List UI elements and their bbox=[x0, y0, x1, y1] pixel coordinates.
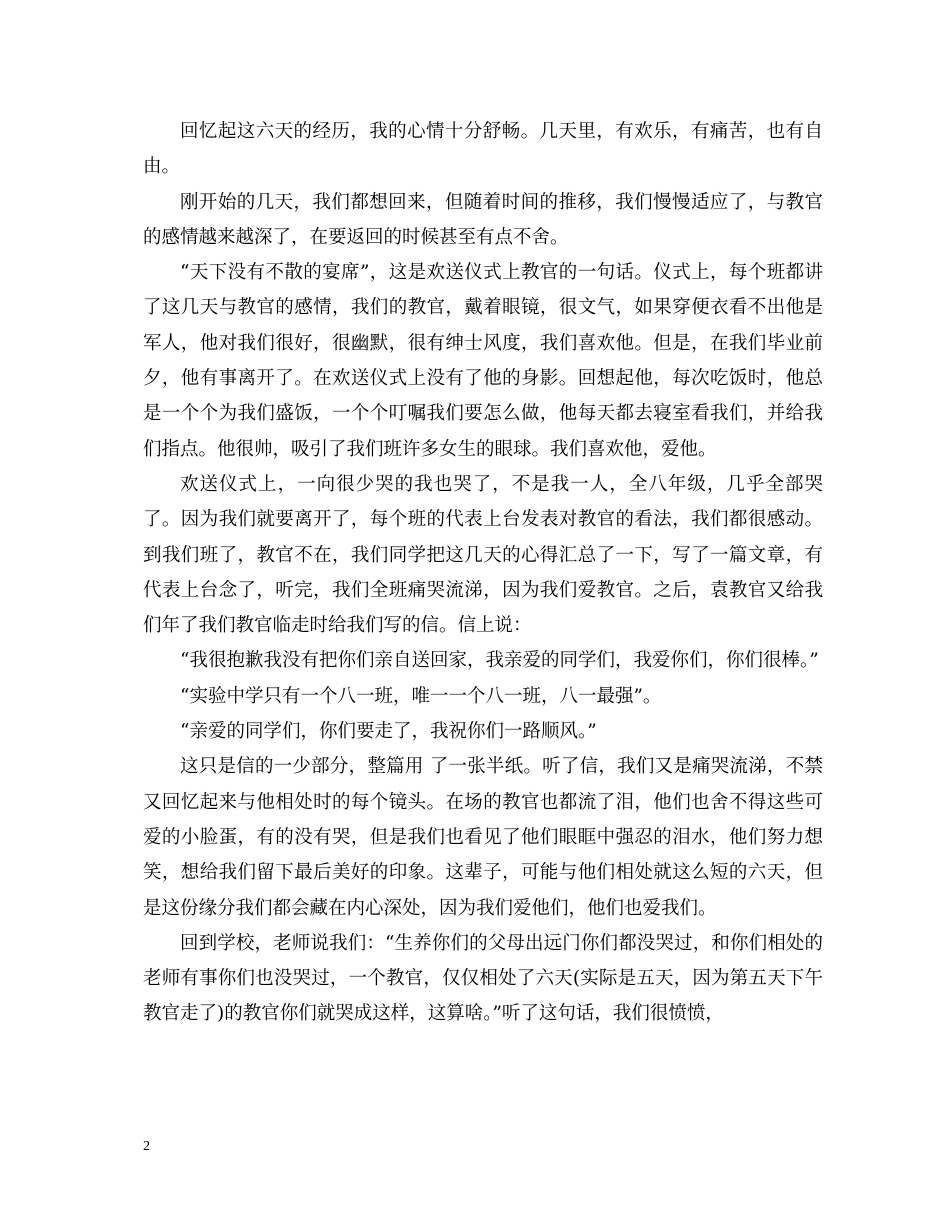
body-text bbox=[143, 114, 823, 1032]
paragraph: 欢送仪式上，一向很少哭的我也哭了，不是我一人，全八年级，几乎全部哭了。因为我们就要离开了，每个班的代表上台发表对教官的看法，我们都很感动。到我们班了，教官不在，我们同学把这几天的心得汇总了一下，写了一篇文章，有代表上台念了，听完，我们全班痛哭流涕，因为我们爱教官。之后，袁教官又给我们年了我们教官临走时给我们写的信。信上说： bbox=[143, 473, 823, 637]
page-number: 2 bbox=[143, 1139, 150, 1154]
paragraph: “天下没有不散的宴席”，这是欢送仪式上教官的一句话。仪式上，每个班都讲了这几天与教官的感情，我们的教官，戴着眼镜，很文气，如果穿便衣看不出他是军人，他对我们很好，很幽默，很有绅士风度，我们喜欢他。但是，在我们毕业前夕，他有事离开了。在欢送仪式上没有了他的身影。回想起他，每次吃饭时，他总是一个个为我们盛饭，一个个叮嘱我们要怎么做，他每天都去寝室看我们，并给我们指点。他很帅，吸引了我们班许多女生的眼球。我们喜欢他，爱他。 bbox=[143, 262, 823, 460]
paragraph: 刚开始的几天，我们都想回来，但随着时间的推移，我们慢慢适应了，与教官的感情越来越深了，在要返回的时候甚至有点不舍。 bbox=[143, 191, 823, 248]
paragraph: “亲爱的同学们，你们要走了，我祝你们一路顺风。” bbox=[180, 721, 597, 743]
paragraph: 回到学校，老师说我们：“生养你们的父母出远门你们都没哭过，和你们相处的老师有事你们也没哭过，一个教官，仅仅相处了六天(实际是五天，因为第五天下午教官走了)的教官你们就哭成这样，这算啥。”听了这句话，我们很愤愤， bbox=[143, 932, 823, 1025]
paragraph: “实验中学只有一个八一班，唯一一个八一班，八一最强”。 bbox=[180, 685, 662, 707]
paragraph: 回忆起这六天的经历，我的心情十分舒畅。几天里，有欢乐，有痛苦，也有自由。 bbox=[143, 121, 823, 178]
paragraph: “我很抱歉我没有把你们亲自送回家，我亲爱的同学们，我爱你们，你们很棒。” bbox=[180, 650, 819, 672]
paragraph: 这只是信的一少部分，整篇用 了一张半纸。听了信，我们又是痛哭流涕，不禁又回忆起来与他相处时的每个镜头。在场的教官也都流了泪，他们也舍不得这些可爱的小脸蛋，有的没有哭，但是我们也看见了他们眼眶中强忍的泪水，他们努力想笑，想给我们留下最后美好的印象。这辈子，可能与他们相处就这么短的六天，但是这份缘分我们都会藏在内心深处，因为我们爱他们，他们也爱我们。 bbox=[143, 756, 823, 919]
